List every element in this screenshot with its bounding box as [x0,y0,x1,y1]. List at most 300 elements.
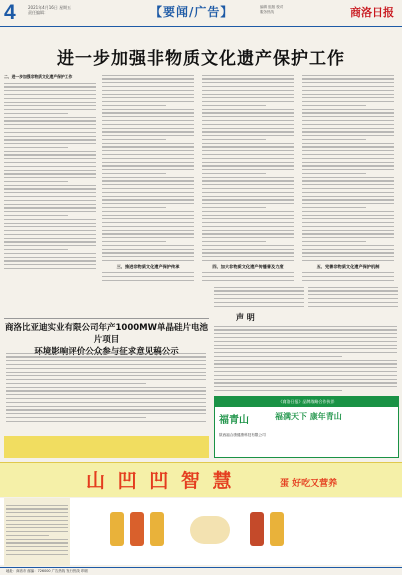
text-line [102,252,194,253]
header-info-line: 服务热线 [260,9,274,14]
page-number: 4 [4,1,16,24]
text-line [302,97,394,98]
text-line [102,199,194,200]
text-line [102,276,194,277]
text-line [4,147,68,148]
text-line [202,260,294,261]
text-line [302,131,394,132]
text-line [202,158,294,159]
text-line [302,222,394,223]
text-line [4,188,96,189]
text-line [202,207,266,208]
text-line [4,181,68,182]
text-lines [4,83,96,269]
product-pack [130,512,144,546]
header-editor-line: 责任编辑： [28,10,48,15]
text-line [4,90,96,91]
text-line [302,237,394,238]
text-line [214,352,397,353]
text-line [6,390,206,391]
text-line [202,139,266,140]
text-line [308,298,398,299]
text-line [302,177,394,178]
text-line [6,512,68,513]
text-line [6,550,68,551]
text-line [4,223,96,224]
text-line [202,165,294,166]
text-line [102,165,194,166]
text-line [302,101,394,102]
text-line [4,139,96,140]
text-line [4,117,96,118]
text-line [102,203,194,204]
text-line [102,215,194,216]
product-pack [110,512,124,546]
text-line [4,185,96,186]
text-line [6,387,206,388]
text-line [4,226,96,227]
text-line [302,196,394,197]
text-line [202,222,294,223]
text-line [102,78,194,79]
text-line [202,180,294,181]
text-line [102,143,194,144]
text-line [4,260,96,261]
text-line [6,524,68,525]
text-line [4,162,96,163]
text-line [302,146,394,147]
text-line [202,272,294,273]
text-line [302,241,366,242]
text-line [302,272,394,273]
text-line [308,294,398,295]
text-line [102,131,194,132]
text-line [302,245,394,246]
text-line [4,219,96,220]
product-pack [270,512,284,546]
text-line [214,367,397,368]
partner-ad-banner: 《商洛日报》品牌战略合作伙伴 [215,397,398,407]
text-line [202,177,294,178]
text-line [6,406,206,407]
text-line [102,94,194,95]
text-line [202,245,294,246]
text-line [202,97,294,98]
text-line [4,173,96,174]
text-line [6,364,206,365]
text-line [102,226,194,227]
text-line [302,143,394,144]
text-line [4,98,96,99]
text-lines [302,75,394,261]
text-line [6,409,206,410]
text-line [6,353,206,354]
declaration-notice [214,312,397,394]
text-lines [6,505,68,555]
text-lines [102,272,194,282]
egg-ad-brand: 山 凹 凹 智 慧 [86,470,235,492]
text-line [202,154,294,155]
text-line [202,184,294,185]
text-line [6,398,206,399]
text-line [102,218,194,219]
text-line [202,192,294,193]
text-line [214,326,397,327]
text-lines [202,75,294,261]
article-subhead: 二、进一步加强非物质文化遗产保护工作 [4,74,73,79]
text-line [6,372,206,373]
text-line [214,306,304,307]
text-line [6,379,206,380]
text-line [308,287,398,288]
text-line [102,237,194,238]
text-line [102,154,194,155]
text-line [214,333,397,334]
text-line [102,196,194,197]
text-line [202,173,266,174]
text-line [302,192,394,193]
text-line [6,516,68,517]
header-info-line: 编辑 组版 校对 [260,5,284,9]
text-line [202,211,294,212]
egg-ad-sidebar-text [6,502,68,558]
text-line [202,90,294,91]
text-line [302,184,394,185]
text-line [4,264,96,265]
text-line [302,252,394,253]
text-line [202,252,294,253]
partner-logo: 福青山 [219,415,249,426]
yellow-ad-strip [4,436,209,458]
text-line [202,233,294,234]
text-line [102,177,194,178]
text-line [214,363,397,364]
text-line [202,203,294,204]
article-subhead: 三、推进非物质文化遗产保护传承 [116,263,180,269]
text-line [202,86,294,87]
text-line [302,199,394,200]
text-line [4,200,96,201]
text-line [102,135,194,136]
text-line [302,82,394,83]
text-line [214,329,397,330]
text-line [202,218,294,219]
text-line [6,535,49,536]
text-line [214,356,342,357]
text-line [6,542,68,543]
text-line [302,94,394,95]
text-line [102,280,194,281]
text-line [102,184,194,185]
text-line [202,135,294,136]
text-line [214,360,397,361]
text-line [302,180,394,181]
product-pack [150,512,164,546]
text-line [302,173,366,174]
text-line [302,207,366,208]
text-line [202,241,266,242]
article-column-3 [202,72,294,282]
text-line [102,241,166,242]
text-line [214,298,304,299]
text-line [308,290,398,291]
text-line [102,128,194,129]
text-lines [6,353,206,422]
header-date [28,5,71,15]
text-line [202,105,266,106]
article-column-6 [308,284,398,310]
text-line [202,82,294,83]
text-line [302,75,394,76]
text-line [102,146,194,147]
text-line [202,237,294,238]
text-line [6,375,206,376]
text-line [102,124,194,125]
text-line [6,413,206,414]
text-lines [308,287,398,307]
notice-ad-title-line: 商洛比亚迪实业有限公司年产1000MW单晶硅片电池片项目 [5,323,208,345]
text-line [302,233,394,234]
text-line [202,75,294,76]
text-line [6,421,206,422]
text-line [308,306,398,307]
text-line [102,249,194,250]
text-line [4,211,96,212]
text-line [214,390,342,391]
text-line [302,112,394,113]
text-line [102,230,194,231]
text-line [202,94,294,95]
text-line [4,177,96,178]
article-headline: 进一步加强非物质文化遗产保护工作 [57,49,345,69]
egg-image [190,516,230,544]
text-line [102,105,166,106]
text-line [214,386,397,387]
text-line [302,109,394,110]
text-line [4,143,96,144]
text-line [6,368,206,369]
text-line [302,86,394,87]
text-line [302,78,394,79]
text-line [4,128,96,129]
text-line [4,154,96,155]
text-line [202,162,294,163]
text-line [214,371,397,372]
article-column-2 [102,72,194,282]
text-line [4,136,96,137]
text-line [302,249,394,250]
text-line [4,196,96,197]
partner-slogan: 福满天下 康年青山 [275,411,342,421]
text-line [302,120,394,121]
text-line [6,520,68,521]
article-subhead: 四、加大非物质文化遗产传播普及力度 [212,263,284,269]
text-line [6,508,68,509]
text-line [4,170,96,171]
text-line [302,226,394,227]
text-line [4,253,96,254]
text-line [302,256,394,257]
partner-ad [214,396,399,458]
text-line [302,90,394,91]
text-line [4,204,96,205]
text-line [4,158,96,159]
text-line [4,102,96,103]
text-line [102,139,166,140]
text-line [202,116,294,117]
text-line [4,238,96,239]
text-line [4,109,96,110]
text-line [4,234,96,235]
text-line [102,162,194,163]
text-line [102,150,194,151]
text-line [308,302,398,303]
text-line [202,120,294,121]
text-line [302,280,394,281]
text-line [4,192,96,193]
text-line [102,260,194,261]
text-line [6,505,68,506]
text-line [4,268,96,269]
text-line [4,120,96,121]
text-line [4,249,68,250]
text-line [214,382,397,383]
text-line [202,215,294,216]
text-line [102,90,194,91]
text-line [6,417,146,418]
text-line [4,230,96,231]
text-line [202,101,294,102]
text-lines [302,272,394,282]
text-line [214,290,304,291]
text-line [6,554,68,555]
article-column-5 [214,284,304,310]
text-line [102,158,194,159]
text-line [102,222,194,223]
text-line [214,337,397,338]
text-line [102,82,194,83]
text-line [4,113,68,114]
text-line [302,218,394,219]
text-line [102,169,194,170]
text-line [4,94,96,95]
text-line [302,158,394,159]
text-line [4,215,68,216]
newspaper-logo: 商洛日报 [350,6,394,19]
text-line [102,173,166,174]
text-line [202,128,294,129]
text-line [4,83,96,84]
header-date-line: 2021年4月16日 星期五 [28,5,72,10]
text-line [214,341,397,342]
text-line [102,109,194,110]
text-line [302,230,394,231]
text-line [302,188,394,189]
text-line [4,257,96,258]
text-line [102,245,194,246]
text-line [302,116,394,117]
text-line [6,539,68,540]
text-lines [202,272,294,282]
text-line [214,345,397,346]
text-line [202,124,294,125]
text-line [6,402,206,403]
text-line [102,233,194,234]
text-line [4,124,96,125]
text-line [202,78,294,79]
text-line [202,199,294,200]
text-line [102,272,194,273]
text-line [302,154,394,155]
text-line [302,169,394,170]
notice-ad-body [6,350,206,432]
text-line [6,531,68,532]
text-line [6,546,68,547]
text-line [214,375,397,376]
text-line [302,211,394,212]
text-line [202,146,294,147]
text-lines [102,75,194,261]
text-lines [214,287,304,307]
text-line [102,188,194,189]
text-line [302,260,394,261]
text-line [302,124,394,125]
partner-footer: 陕西福合康健康科技有限公司 [219,433,266,437]
text-line [102,101,194,102]
text-line [4,245,96,246]
text-line [202,256,294,257]
text-line [102,86,194,87]
header-info [260,5,283,14]
text-line [4,105,96,106]
article-column-4 [302,72,394,282]
text-line [4,241,96,242]
text-line [202,188,294,189]
text-line [102,211,194,212]
text-line [102,120,194,121]
text-line [6,356,206,357]
text-line [302,165,394,166]
text-line [214,302,304,303]
text-line [4,86,96,87]
text-line [6,394,206,395]
text-line [202,196,294,197]
product-pack [250,512,264,546]
text-line [202,150,294,151]
text-line [302,162,394,163]
text-line [214,287,304,288]
text-line [214,294,304,295]
text-line [202,249,294,250]
text-line [202,280,294,281]
section-title: 【要闻/广告】 [150,5,234,19]
text-lines [214,326,397,394]
text-line [202,131,294,132]
text-line [102,97,194,98]
text-line [4,207,96,208]
text-line [4,151,96,152]
text-line [202,230,294,231]
article-subhead: 五、完善非物质文化遗产保护机制 [316,263,380,269]
text-line [302,276,394,277]
text-line [302,105,366,106]
text-line [202,143,294,144]
declaration-title: 声 明 [236,313,255,322]
text-line [102,180,194,181]
text-line [4,166,96,167]
text-line [102,116,194,117]
text-line [202,169,294,170]
